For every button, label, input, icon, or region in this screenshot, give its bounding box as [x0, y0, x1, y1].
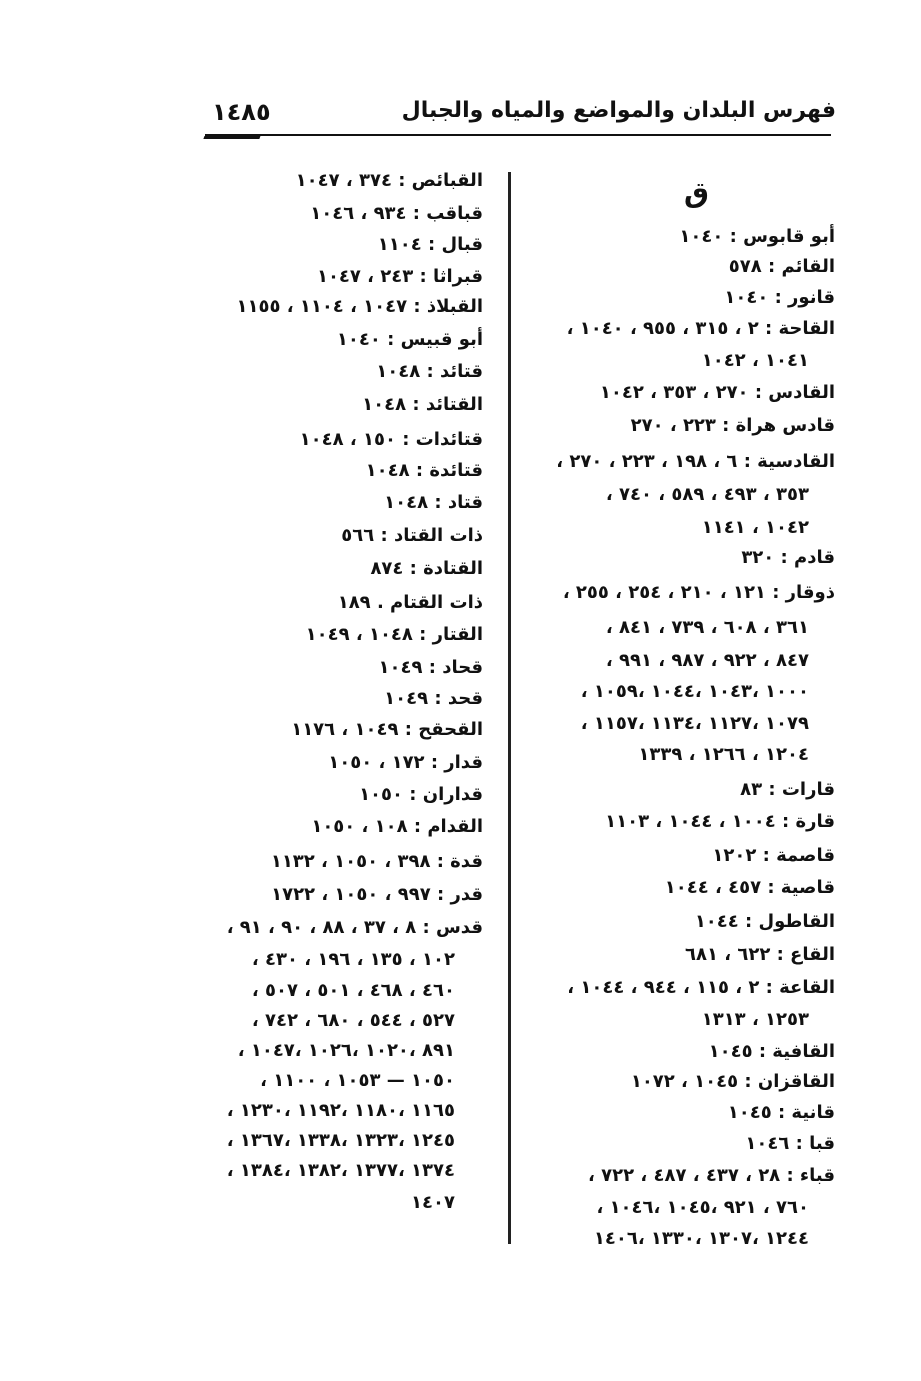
left-col-index-entry: القبلاذ : ١٠٤٧ ، ١١٠٤ ، ١١٥٥ — [236, 296, 483, 317]
left-col-continuation-line: ٨٩١ ،١٠٢٠ ،١٠٢٦ ،١٠٤٧ ، — [237, 1040, 455, 1061]
right-col-index-entry: قباء : ٢٨ ، ٤٣٧ ، ٤٨٧ ، ٧٢٢ ، — [588, 1165, 835, 1186]
left-col-continuation-line: ١٢٤٥ ،١٣٢٣ ،١٣٣٨ ،١٣٦٧ ، — [226, 1130, 455, 1151]
right-col-index-entry: قبا : ١٠٤٦ — [745, 1133, 835, 1154]
left-col-index-entry: القبائص : ٣٧٤ ، ١٠٤٧ — [295, 170, 483, 191]
running-header — [200, 96, 836, 130]
right-col-index-entry: القاحة : ٢ ، ٣١٥ ، ٩٥٥ ، ١٠٤٠ ، — [566, 318, 835, 339]
left-col-index-entry: ذات القتاد : ٥٦٦ — [341, 525, 483, 546]
left-col-index-entry: القتار : ١٠٤٨ ، ١٠٤٩ — [305, 624, 483, 645]
right-col-continuation-line: ٨٤٧ ، ٩٢٢ ، ٩٨٧ ، ٩٩١ ، — [605, 650, 809, 671]
left-col-index-entry: أبو قبيس : ١٠٤٠ — [336, 329, 483, 350]
right-col-index-entry: قادم : ٣٢٠ — [741, 547, 835, 568]
left-col-continuation-line: ١١٦٥ ،١١٨٠ ،١١٩٢ ،١٢٣٠ ، — [226, 1100, 455, 1121]
right-col-index-entry: أبو قابوس : ١٠٤٠ — [679, 226, 835, 247]
left-col-continuation-line: ١٤٠٧ — [411, 1192, 455, 1213]
right-col-index-entry: القاطول : ١٠٤٤ — [694, 911, 835, 932]
left-col-continuation-line: ١٣٧٤ ،١٣٧٧ ،١٣٨٢ ،١٣٨٤ ، — [226, 1160, 455, 1181]
left-col-index-entry: القدام : ١٠٨ ، ١٠٥٠ — [311, 816, 483, 837]
right-col-continuation-line: ٣٥٣ ، ٤٩٣ ، ٥٨٩ ، ٧٤٠ ، — [605, 484, 809, 505]
right-col-index-entry: قارة : ١٠٠٤ ، ١٠٤٤ ، ١١٠٣ — [605, 811, 835, 832]
column-divider — [508, 172, 511, 1244]
left-col-index-entry: قتاد : ١٠٤٨ — [384, 492, 483, 513]
right-col-index-entry: قاصية : ٤٥٧ ، ١٠٤٤ — [664, 877, 835, 898]
right-col-continuation-line: ١٠٠٠ ،١٠٤٣ ،١٠٤٤ ،١٠٥٩ ، — [580, 681, 809, 702]
header-title: فهرس البلدان والمواضع والمياه والجبال — [401, 98, 836, 123]
left-col-index-entry: قدس : ٨ ، ٣٧ ، ٨٨ ، ٩٠ ، ٩١ ، — [226, 917, 483, 938]
left-col-index-entry: قتائدات : ١٥٠ ، ١٠٤٨ — [299, 429, 483, 450]
left-col-index-entry: ذات القتام . ١٨٩ — [337, 592, 483, 613]
right-col-index-entry: القادس : ٢٧٠ ، ٣٥٣ ، ١٠٤٢ — [599, 382, 835, 403]
right-col-continuation-line: ١٢٥٣ ، ١٣١٣ — [701, 1009, 809, 1030]
left-col-index-entry: قدة : ٣٩٨ ، ١٠٥٠ ، ١١٣٢ — [270, 851, 483, 872]
left-col-index-entry: قتائدة : ١٠٤٨ — [365, 460, 483, 481]
left-col-index-entry: القتائد : ١٠٤٨ — [362, 394, 483, 415]
left-col-continuation-line: ٥٢٧ ، ٥٤٤ ، ٦٨٠ ، ٧٤٢ ، — [251, 1010, 455, 1031]
left-col-index-entry: قداران : ١٠٥٠ — [359, 784, 483, 805]
right-col-continuation-line: ١٠٧٩ ،١١٢٧ ،١١٣٤ ،١١٥٧ ، — [580, 713, 809, 734]
right-col-continuation-line: ٣٦١ ، ٦٠٨ ، ٧٣٩ ، ٨٤١ ، — [605, 617, 809, 638]
left-col-continuation-line: ١٠٢ ، ١٣٥ ، ١٩٦ ، ٤٣٠ ، — [251, 949, 455, 970]
left-col-index-entry: قحاد : ١٠٤٩ — [378, 657, 483, 678]
left-col-index-entry: قبراثا : ٢٤٣ ، ١٠٤٧ — [316, 266, 483, 287]
left-col-index-entry: قدر : ٩٩٧ ، ١٠٥٠ ، ١٧٢٢ — [271, 884, 483, 905]
right-col-continuation-line: ١٢٠٤ ، ١٢٦٦ ، ١٣٣٩ — [638, 744, 809, 765]
right-col-index-entry: القاقزان : ١٠٤٥ ، ١٠٧٢ — [630, 1071, 835, 1092]
page-number: ١٤٨٥ — [212, 98, 271, 126]
left-col-index-entry: القحقح : ١٠٤٩ ، ١١٧٦ — [291, 719, 483, 740]
right-col-index-entry: ذوقار : ١٢١ ، ٢١٠ ، ٢٥٤ ، ٢٥٥ ، — [562, 582, 835, 603]
left-col-index-entry: قباقب : ٩٣٤ ، ١٠٤٦ — [310, 203, 483, 224]
left-col-continuation-line: ١٠٥٠ — ١٠٥٣ ، ١١٠٠ ، — [260, 1070, 455, 1091]
right-col-continuation-line: ٧٦٠ ، ٩٢١ ،١٠٤٥ ،١٠٤٦ ، — [596, 1197, 809, 1218]
left-col-index-entry: قدار : ١٧٢ ، ١٠٥٠ — [328, 752, 483, 773]
right-col-index-entry: قانور : ١٠٤٠ — [724, 287, 835, 308]
right-col-index-entry: قانية : ١٠٤٥ — [727, 1102, 835, 1123]
left-col-index-entry: قتائد : ١٠٤٨ — [376, 361, 483, 382]
left-col-continuation-line: ٤٦٠ ، ٤٦٨ ، ٥٠١ ، ٥٠٧ ، — [251, 980, 455, 1001]
left-col-index-entry: قبال : ١١٠٤ — [377, 234, 483, 255]
left-col-index-entry: القتادة : ٨٧٤ — [370, 558, 483, 579]
right-col-continuation-line: ١٠٤٢ ، ١١٤١ — [701, 517, 809, 538]
header-rule — [205, 134, 831, 136]
right-col-index-entry: القافية : ١٠٤٥ — [708, 1041, 835, 1062]
right-col-continuation-line: ١٢٤٤ ،١٣٠٧ ،١٣٣٠ ،١٤٠٦ — [593, 1228, 809, 1249]
right-col-index-entry: القاع : ٦٢٢ ، ٦٨١ — [685, 944, 835, 965]
right-col-index-entry: القادسية : ٦ ، ١٩٨ ، ٢٢٣ ، ٢٧٠ ، — [556, 451, 835, 472]
right-col-index-entry: القاعة : ٢ ، ١١٥ ، ٩٤٤ ، ١٠٤٤ ، — [567, 977, 835, 998]
section-letter: ق — [683, 176, 709, 209]
right-col-continuation-line: ١٠٤١ ، ١٠٤٢ — [701, 350, 809, 371]
right-col-index-entry: قارات : ٨٣ — [740, 779, 835, 800]
left-col-index-entry: قحد : ١٠٤٩ — [384, 688, 483, 709]
right-col-index-entry: قادس هراة : ٢٢٣ ، ٢٧٠ — [630, 415, 835, 436]
right-col-index-entry: القائم : ٥٧٨ — [728, 256, 835, 277]
right-col-index-entry: قاصمة : ١٢٠٢ — [712, 845, 835, 866]
